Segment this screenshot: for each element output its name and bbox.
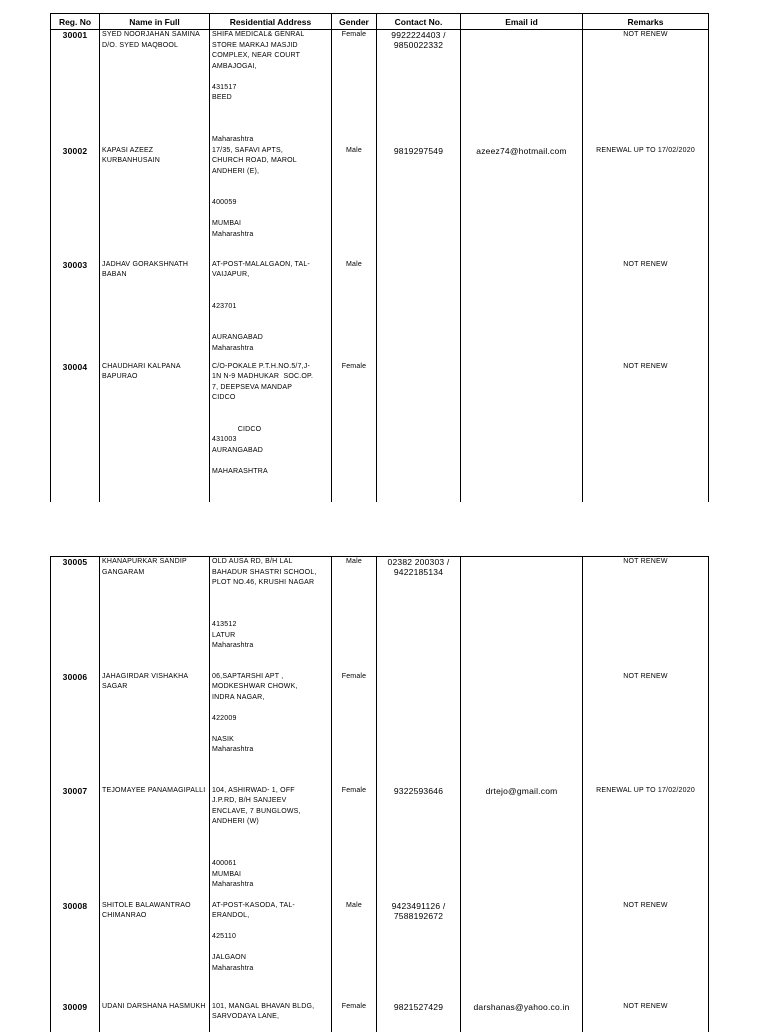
address-line: 425110 (212, 933, 237, 940)
address-line: LATUR (212, 631, 236, 639)
reg-no-cell: 30002 (51, 146, 100, 260)
address-line: AURANGABAD (212, 334, 264, 341)
register-page-1 (50, 13, 708, 500)
contact-cell (377, 146, 461, 260)
address-line (212, 114, 329, 125)
remarks-cell: NOT RENEW (583, 362, 709, 502)
address-cell (210, 362, 332, 502)
address-line: J.P.RD, B/H SANJEEV (212, 797, 287, 804)
contact-number: 7588192672 (393, 910, 444, 921)
address-line: VAIJAPUR, (212, 271, 250, 278)
address-line (212, 922, 329, 933)
header-gender: Gender (332, 14, 377, 30)
gender-cell: Male (332, 260, 377, 362)
contact-number: 9922224403 / (391, 30, 446, 40)
address-line (212, 404, 329, 415)
address-line: JALGAON (212, 954, 247, 961)
address-line: Maharashtra (212, 230, 254, 238)
remarks-cell: NOT RENEW (583, 557, 709, 672)
contact-cell (377, 557, 461, 672)
contact-number: 9422185134 (393, 567, 444, 577)
address-line: SHIFA MEDICAL& GENRAL (212, 31, 305, 38)
email-cell (461, 362, 583, 502)
address-line (212, 188, 329, 199)
address-cell (210, 672, 332, 786)
address-line: STORE MARKAJ MASJID (212, 41, 298, 49)
address-line: C/O-POKALE P.T.H.NO.5/7,J- (212, 362, 311, 370)
email-cell (461, 672, 583, 786)
remarks-cell: RENEWAL UP TO 17/02/2020 (583, 146, 709, 260)
address-line: MUMBAI (212, 220, 242, 227)
email-cell: azeez74@hotmail.com (461, 146, 583, 260)
gender-cell: Female (332, 672, 377, 786)
header-remarks: Remarks (583, 14, 709, 30)
address-line (212, 323, 329, 334)
address-line: MAHARASHTRA (212, 467, 268, 475)
reg-no-cell: 30009 (51, 1002, 100, 1032)
gender-cell: Female (332, 362, 377, 502)
gender-cell: Male (332, 557, 377, 672)
table-row (51, 672, 709, 786)
address-line (212, 456, 329, 467)
gender-cell: Male (332, 146, 377, 260)
address-line: SARVODAYA LANE, (212, 1013, 280, 1020)
address-line (212, 589, 329, 600)
address-line (212, 281, 329, 292)
contact-cell (377, 672, 461, 786)
address-line: AURANGABAD (212, 446, 264, 454)
address-line: OLD AUSA RD, B/H LAL (212, 558, 293, 565)
remarks-cell: NOT RENEW (583, 30, 709, 146)
address-line: 104, ASHIRWAD- 1, OFF (212, 786, 295, 794)
address-line (212, 104, 329, 115)
address-cell (210, 30, 332, 146)
address-line: 7, DEEPSEVA MANDAP (212, 383, 293, 391)
address-line: COMPLEX, NEAR COURT (212, 52, 301, 59)
header-address: Residential Address (210, 14, 332, 30)
table-row (51, 260, 709, 362)
contact-cell (377, 260, 461, 362)
remarks-cell: RENEWAL UP TO 17/02/2020 (583, 786, 709, 901)
address-line: Maharashtra (212, 344, 254, 352)
remarks-cell: NOT RENEW (583, 901, 709, 1002)
address-line: ANDHERI (E), (212, 167, 260, 175)
table-body (51, 557, 709, 1032)
address-line: AT-POST-MALALGAON, TAL- (212, 260, 310, 268)
reg-no-cell: 30006 (51, 672, 100, 786)
address-cell (210, 1002, 332, 1032)
address-line: PLOT NO.46, KRUSHI NAGAR (212, 579, 315, 586)
header-name: Name in Full (100, 14, 210, 30)
header-reg-no: Reg. No (51, 14, 100, 30)
name-cell: JADHAV GORAKSHNATH BABAN (100, 260, 210, 362)
address-line: CIDCO (212, 425, 262, 433)
register-page-2 (50, 556, 708, 1024)
name-cell: SHITOLE BALAWANTRAO CHIMANRAO (100, 901, 210, 1002)
address-line (212, 209, 329, 220)
contact-cell (377, 786, 461, 901)
remarks-cell: NOT RENEW (583, 260, 709, 362)
address-line: NASIK (212, 735, 235, 743)
contact-number: 9821527429 (393, 1001, 444, 1012)
address-cell (210, 146, 332, 260)
name-cell: KHANAPURKAR SANDIP GANGARAM (100, 557, 210, 672)
contact-number: 9850022332 (393, 40, 444, 50)
address-line: 400061 (212, 860, 237, 867)
email-cell: darshanas@yahoo.co.in (461, 1002, 583, 1032)
address-line: ENCLAVE, 7 BUNGLOWS, (212, 807, 301, 815)
address-line (212, 414, 329, 425)
address-line (212, 177, 329, 188)
name-cell: JAHAGIRDAR VISHAKHA SAGAR (100, 672, 210, 786)
header-contact: Contact No. (377, 14, 461, 30)
contact-number: 02382 200303 / (387, 557, 450, 567)
address-line: Maharashtra (212, 964, 254, 972)
email-cell (461, 557, 583, 672)
table-row (51, 1002, 709, 1032)
header-email: Email id (461, 14, 583, 30)
email-cell (461, 260, 583, 362)
reg-no-cell: 30007 (51, 786, 100, 901)
address-line: BEED (212, 94, 232, 101)
email-cell: drtejo@gmail.com (461, 786, 583, 901)
address-line: 431517 (212, 83, 237, 91)
name-cell: KAPASI AZEEZ KURBANHUSAIN (100, 146, 210, 260)
address-line (212, 291, 329, 302)
member-register-table (50, 556, 709, 1032)
address-line: MUMBAI (212, 870, 242, 878)
remarks-cell: NOT RENEW (583, 672, 709, 786)
reg-no-cell: 30001 (51, 30, 100, 146)
table-row (51, 786, 709, 901)
address-line: MODKESHWAR CHOWK, (212, 683, 298, 690)
table-row (51, 146, 709, 260)
gender-cell: Male (332, 901, 377, 1002)
address-line (212, 312, 329, 323)
address-line: Maharashtra (212, 642, 254, 649)
address-cell (210, 260, 332, 362)
contact-number: 9423491126 / (391, 900, 446, 911)
address-line: 413512 (212, 621, 237, 628)
reg-no-cell: 30003 (51, 260, 100, 362)
remarks-cell: NOT RENEW (583, 1002, 709, 1032)
address-line: Maharashtra (212, 746, 254, 753)
address-line (212, 703, 329, 714)
address-line: 422009 (212, 714, 237, 722)
address-line: INDRA NAGAR, (212, 693, 265, 701)
address-line (212, 943, 329, 954)
address-line: 06,SAPTARSHI APT , (212, 672, 284, 680)
address-line: CIDCO (212, 394, 236, 401)
address-line (212, 838, 329, 849)
address-line: 17/35, SAFAVI APTS, (212, 146, 283, 154)
address-line: 1N N-9 MADHUKAR SOC.OP. (212, 373, 314, 380)
table-row (51, 901, 709, 1002)
address-line (212, 599, 329, 610)
address-line: BAHADUR SHASTRI SCHOOL, (212, 568, 317, 576)
gender-cell: Female (332, 786, 377, 901)
address-line: Maharashtra (212, 136, 254, 143)
name-cell: SYED NOORJAHAN SAMINA D/O. SYED MAQBOOL (100, 30, 210, 146)
name-cell: CHAUDHARI KALPANA BAPURAO (100, 362, 210, 502)
contact-cell (377, 362, 461, 502)
address-line (212, 125, 329, 136)
address-line: AT-POST-KASODA, TAL- (212, 901, 295, 909)
reg-no-cell: 30005 (51, 557, 100, 672)
table-header-row (51, 14, 709, 30)
table-row (51, 30, 709, 146)
email-cell (461, 901, 583, 1002)
address-line (212, 724, 329, 735)
address-line: 423701 (212, 302, 237, 310)
table-row (51, 557, 709, 672)
reg-no-cell: 30008 (51, 901, 100, 1002)
address-line (212, 828, 329, 839)
address-line: ERANDOL, (212, 912, 250, 919)
contact-cell (377, 1002, 461, 1032)
address-line (212, 72, 329, 83)
address-cell (210, 786, 332, 901)
address-line: AMBAJOGAI, (212, 62, 257, 70)
name-cell: UDANI DARSHANA HASMUKH (100, 1002, 210, 1032)
gender-cell: Female (332, 1002, 377, 1032)
address-line: 431003 (212, 436, 237, 443)
address-line: Maharashtra (212, 881, 254, 888)
address-cell (210, 557, 332, 672)
table-body (51, 30, 709, 502)
address-line: 101, MANGAL BHAVAN BLDG, (212, 1002, 315, 1010)
name-cell: TEJOMAYEE PANAMAGIPALLI (100, 786, 210, 901)
contact-number: 9322593646 (393, 785, 444, 796)
address-line (212, 610, 329, 621)
address-line (212, 849, 329, 860)
address-line: ANDHERI (W) (212, 818, 259, 825)
contact-cell (377, 30, 461, 146)
address-cell (210, 901, 332, 1002)
gender-cell: Female (332, 30, 377, 146)
contact-cell (377, 901, 461, 1002)
address-line: CHURCH ROAD, MAROL (212, 157, 297, 164)
address-line: 400059 (212, 199, 237, 206)
reg-no-cell: 30004 (51, 362, 100, 502)
table-row (51, 362, 709, 502)
member-register-table (50, 13, 709, 502)
email-cell (461, 30, 583, 146)
contact-number: 9819297549 (393, 145, 444, 156)
